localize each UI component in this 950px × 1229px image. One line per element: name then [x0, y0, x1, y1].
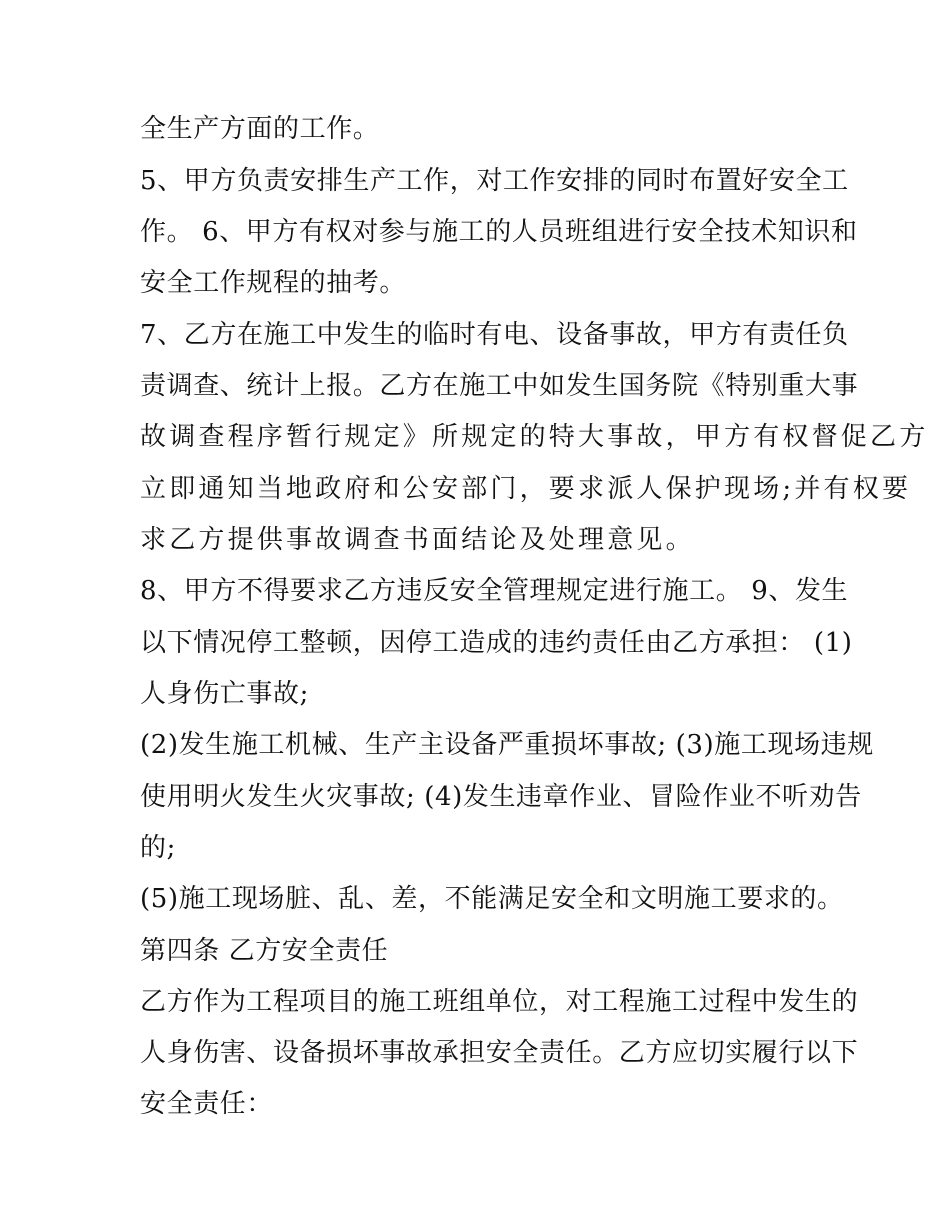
text-line-20: 安全责任：	[140, 1089, 274, 1119]
text-line-5: 7、乙方在施工中发生的临时有电、设备事故，甲方有责任负	[140, 320, 849, 350]
text-line-4: 安全工作规程的抽考。	[140, 268, 407, 298]
text-line-3: 作。 6、甲方有权对参与施工的人员班组进行安全技术知识和	[140, 217, 858, 247]
text-line-6: 责调查、统计上报。乙方在施工中如发生国务院《特别重大事	[140, 371, 859, 401]
text-line-14: 使用明火发生火灾事故; (4)发生违章作业、冒险作业不听劝告	[140, 782, 862, 812]
text-line-12: 人身伤亡事故;	[140, 679, 309, 709]
text-line-10: 8、甲方不得要求乙方违反安全管理规定进行施工。 9、发生	[140, 576, 849, 606]
text-line-7: 故调查程序暂行规定》所规定的特大事故，甲方有权督促乙方	[140, 422, 929, 452]
text-line-8: 立即通知当地政府和公安部门，要求派人保护现场;并有权要	[140, 474, 912, 504]
text-line-15: 的;	[140, 833, 176, 863]
text-line-16: (5)施工现场脏、乱、差，不能满足安全和文明施工要求的。	[140, 884, 844, 914]
text-line-19: 人身伤害、设备损坏事故承担安全责任。乙方应切实履行以下	[140, 1038, 859, 1068]
text-line-18: 乙方作为工程项目的施工班组单位，对工程施工过程中发生的	[140, 987, 859, 1017]
section-heading: 第四条 乙方安全责任	[140, 936, 389, 966]
text-line-11: 以下情况停工整顿，因停工造成的违约责任由乙方承担： (1)	[140, 628, 853, 658]
text-line-1: 全生产方面的工作。	[140, 114, 380, 144]
text-line-9: 求乙方提供事故调查书面结论及处理意见。	[140, 525, 695, 555]
text-line-2: 5、甲方负责安排生产工作，对工作安排的同时布置好安全工	[140, 166, 849, 196]
text-line-13: (2)发生施工机械、生产主设备严重损坏事故; (3)施工现场违规	[140, 730, 874, 760]
